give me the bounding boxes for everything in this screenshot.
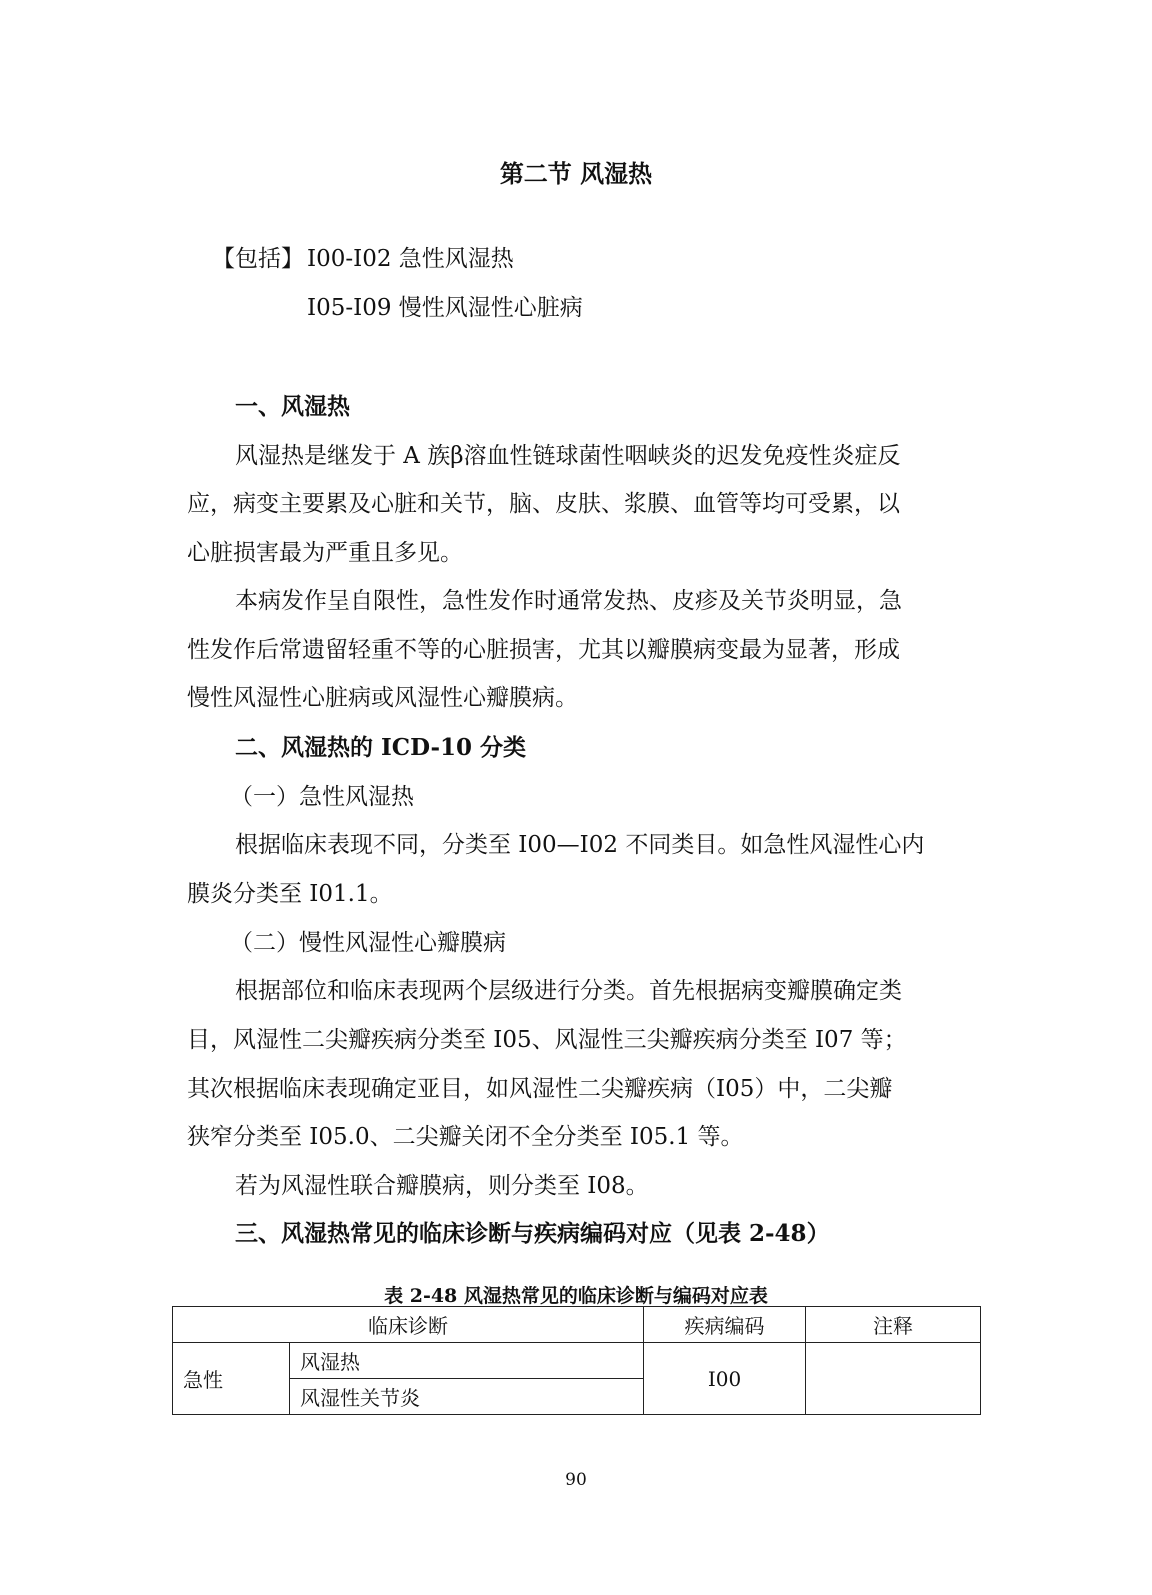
subheading-2: （二）慢性风湿性心瓣膜病	[230, 930, 506, 956]
header-disease-code: 疾病编码	[644, 1307, 806, 1343]
paragraph-3-line-2: 膜炎分类至 I01.1。	[187, 881, 393, 907]
includes-label: 【包括】	[212, 246, 304, 272]
paragraph-4-line-3: 其次根据临床表现确定亚目，如风湿性二尖瓣疾病（I05）中，二尖瓣	[187, 1076, 893, 1102]
code-cell: I00	[644, 1343, 806, 1415]
subheading-1: （一）急性风湿热	[230, 784, 414, 810]
diagnosis-cell: 风湿性关节炎	[290, 1379, 644, 1415]
table-caption: 表 2-48 风湿热常见的临床诊断与编码对应表	[384, 1285, 768, 1307]
paragraph-2-line-1: 本病发作呈自限性，急性发作时通常发热、皮疹及关节炎明显，急	[235, 588, 902, 614]
table-header-row	[173, 1307, 981, 1343]
header-clinical-diagnosis: 临床诊断	[173, 1307, 644, 1343]
paragraph-2-line-2: 性发作后常遗留轻重不等的心脏损害，尤其以瓣膜病变最为显著，形成	[187, 637, 900, 663]
paragraph-5: 若为风湿性联合瓣膜病，则分类至 I08。	[235, 1173, 649, 1199]
page-number: 90	[565, 1470, 587, 1490]
heading-1: 一、风湿热	[235, 393, 350, 420]
diagnosis-code-table	[172, 1306, 981, 1415]
paragraph-2-line-3: 慢性风湿性心脏病或风湿性心瓣膜病。	[187, 685, 578, 711]
paragraph-1-line-3: 心脏损害最为严重且多见。	[187, 540, 463, 566]
header-note: 注释	[806, 1307, 981, 1343]
paragraph-3-line-1: 根据临床表现不同，分类至 I00—I02 不同类目。如急性风湿性心内	[235, 832, 925, 858]
paragraph-4-line-1: 根据部位和临床表现两个层级进行分类。首先根据病变瓣膜确定类	[235, 978, 902, 1004]
note-cell	[806, 1343, 981, 1415]
diagnosis-cell: 风湿热	[290, 1343, 644, 1379]
includes-line-2: I05-I09 慢性风湿性心脏病	[307, 295, 583, 321]
section-title: 第二节 风湿热	[499, 159, 653, 188]
paragraph-1-line-2: 应，病变主要累及心脏和关节，脑、皮肤、浆膜、血管等均可受累，以	[187, 491, 900, 517]
paragraph-4-line-4: 狭窄分类至 I05.0、二尖瓣关闭不全分类至 I05.1 等。	[187, 1124, 744, 1150]
group-cell: 急性	[173, 1343, 290, 1415]
paragraph-4-line-2: 目，风湿性二尖瓣疾病分类至 I05、风湿性三尖瓣疾病分类至 I07 等；	[187, 1027, 907, 1053]
heading-3: 三、风湿热常见的临床诊断与疾病编码对应（见表 2-48）	[235, 1220, 830, 1247]
paragraph-1-line-1: 风湿热是继发于 A 族β溶血性链球菌性咽峡炎的迟发免疫性炎症反	[235, 443, 901, 469]
table-row	[173, 1343, 981, 1379]
includes-line-1: I00-I02 急性风湿热	[307, 246, 514, 272]
heading-2: 二、风湿热的 ICD-10 分类	[235, 734, 527, 761]
